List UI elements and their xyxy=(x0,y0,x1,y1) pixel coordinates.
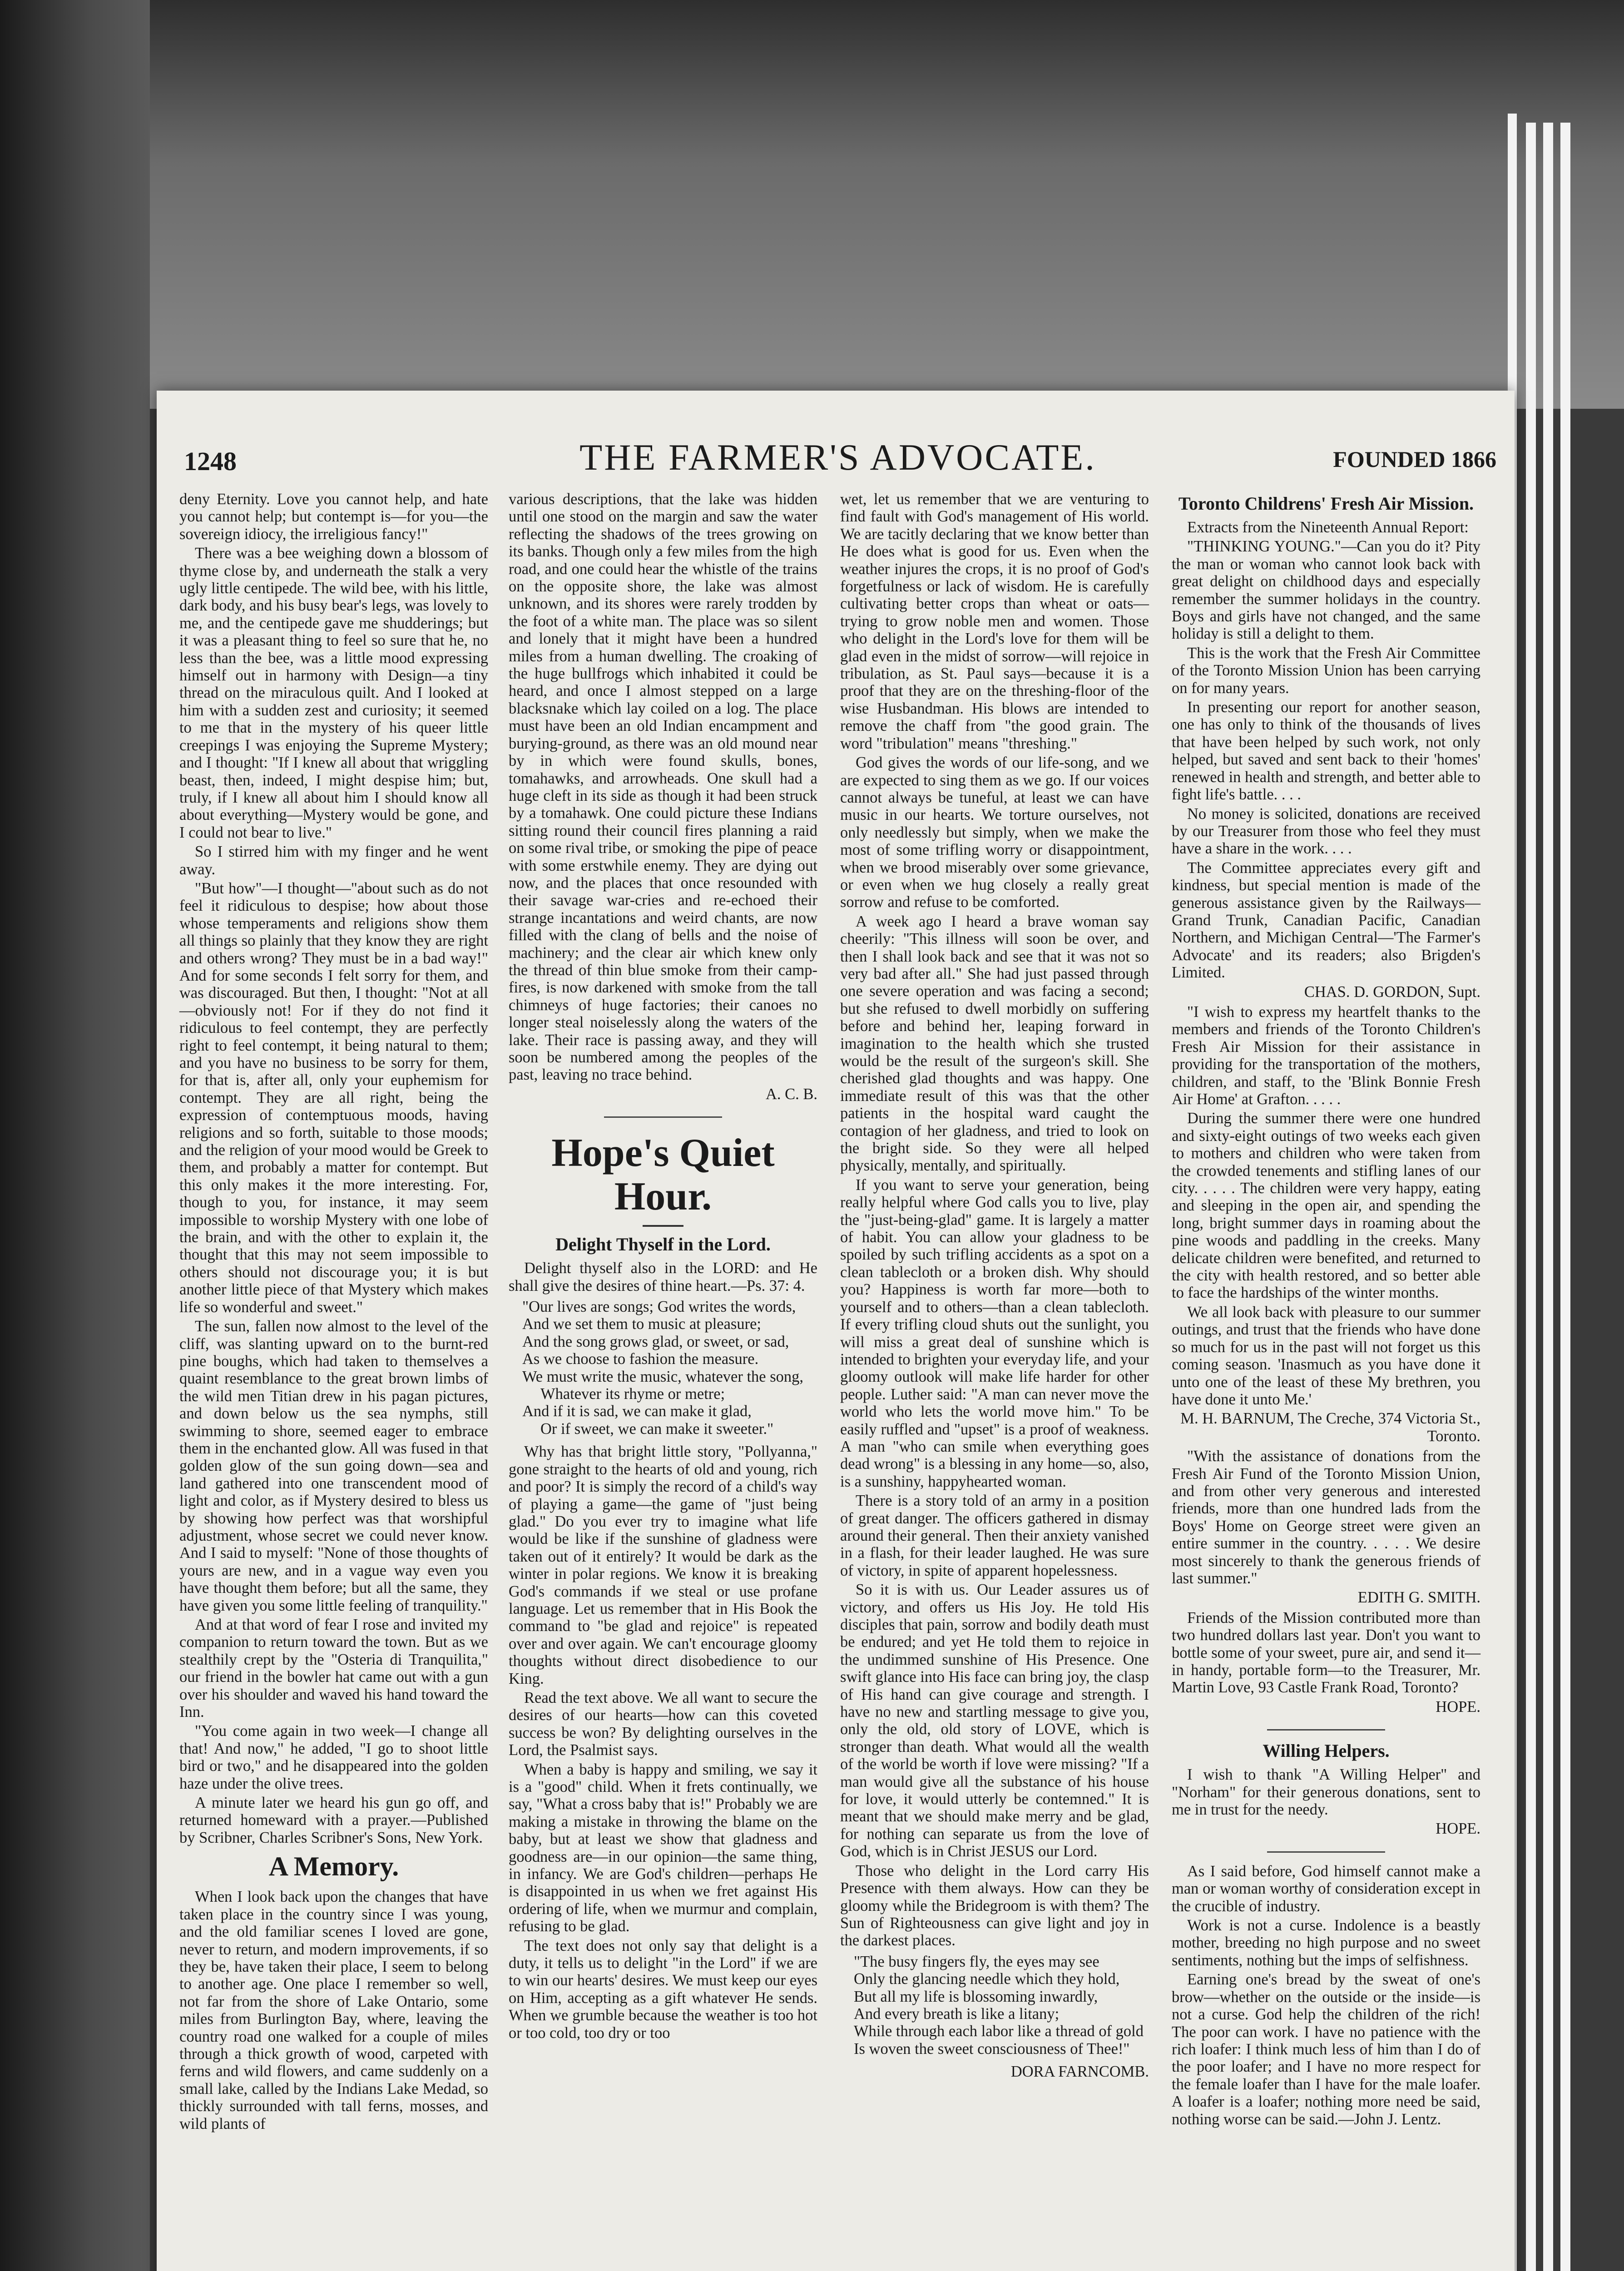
column-2 xyxy=(509,491,817,2043)
poem-line: Is woven the sweet consciousness of Thee!" xyxy=(854,2040,1130,2058)
signature-acb: A. C. B. xyxy=(765,1085,817,1103)
column-3 xyxy=(840,491,1149,2083)
poem-line: But all my life is blossoming inwardly, xyxy=(854,1988,1098,2005)
divider xyxy=(1267,1851,1385,1853)
paragraph: We all look back with pleasure to our summer outings, and trust that the friends who have done so much for us in the past will not forget us this coming season. 'Inasmuch as you have done it unto one of the least of these My brethren, you have done it unto Me.' xyxy=(1172,1303,1480,1408)
signature-smith: EDITH G. SMITH. xyxy=(1357,1589,1480,1607)
paragraph: The text does not only say that delight is a duty, it tells us to delight "in the Lord" if we are to win our hearts' desires. We must keep our eyes on Him, accepting as a gift whatever He sends. When we grumble because the weather is too hot or too cold, too dry or too xyxy=(509,1937,817,2042)
masthead-title: THE FARMER'S ADVOCATE. xyxy=(579,436,1096,478)
paragraph: If you want to serve your generation, being really helpful where God calls you to live, play the "just-being-glad" game. It is largely a matter of habit. You can allow your gladness to be spoiled by such trifling accidents as a spot on a clean tablecloth or a broken dish. Why should you? Happiness is worth far more—both to yourself and to others—than a clean tablecloth. If every trifling cloud shuts out the sunlight, you will miss a great deal of sunshine which is intended to brighten your everyday life, and your gloomy outlook will make life harder for other people. Luther said: "A man can never move the world who lets the world move him." To be easily ruffled and "upset" is a proof of weakness. A man "who can smile when everything goes dead wrong" is a blessing in any home—so, also, is a sunshiny, happyhearted woman. xyxy=(840,1176,1149,1490)
paragraph: And at that word of fear I rose and invited my companion to return toward the town. But as we stealthily crept by the "Osteria di Tranquilita," our friend in the bowler hat came out with a gun over his shoulder and waved his hand toward the Inn. xyxy=(179,1616,488,1721)
paragraph: When a baby is happy and smiling, we say it is a "good" child. When it frets continually, we say, "What a cross baby that is!" Probably we are making a mistake in throwing the blame on the baby, but at least we show that gladness and goodness are—in our opinion—the same thing, in infancy. We are God's children—perhaps He is disappointed in us when we fret against His ordering of life, when we murmur and complain, refusing to be glad. xyxy=(509,1760,817,1935)
column-1 xyxy=(179,491,488,2134)
poem-line: While through each labor like a thread of gold xyxy=(854,2023,1144,2040)
divider xyxy=(1267,1729,1385,1731)
paragraph: "THINKING YOUNG."—Can you do it? Pity the man or woman who cannot look back with great delight on childhood days and especially remember the summer holidays in the country. Boys and girls have not changed, and the same holiday is still a delight to them. xyxy=(1172,538,1480,643)
paragraph: Why has that bright little story, "Pollyanna," gone straight to the hearts of old and young, rich and poor? It is simply the record of a child's way of playing a game—the game of "just being glad." Do you ever try to imagine what life would be like if the sunshine of gladness were taken out of it entirely? It would be dark as the winter in polar regions. We know it is breaking God's commands if we steal or use profane language. Let us remember that in His Book the command to "be glad and rejoice" is repeated over and over again. We can't encourage gloomy thoughts without direct disobedience to our King. xyxy=(509,1443,817,1687)
poem-line: As we choose to fashion the measure. xyxy=(522,1350,759,1368)
article-title-toronto-fresh-air: Toronto Childrens' Fresh Air Mission. xyxy=(1178,493,1474,514)
scripture-text: Delight thyself also in the LORD: and He shall give the desires of thine heart.—Ps. 37: 4. xyxy=(509,1259,817,1294)
poem-line: And every breath is like a litany; xyxy=(854,2005,1060,2023)
scan-edge-bar xyxy=(1560,123,1570,2271)
section-title-hopes-quiet-hour: Hope's Quiet Hour. xyxy=(551,1131,775,1219)
paragraph: The sun, fallen now almost to the level of the cliff, was slanting upward on to the burnt-red pine boughs, which had taken to themselves a quaint resemblance to the great brown limbs of the wild men Titian drew in his pagan pictures, and down below us the sea nymphs, still swimming to shore, seemed eager to embrace them in the enchanted glow. All was fused in that golden glow of the sun going down—sea and land gathered into one transcendent mood of light and color, as if Mystery desired to bless us by showing how perfect was that worshipful adjustment, whose secret we could never know. And I said to myself: "None of those thoughts of yours are new, and in a vague way even you have thought them before; but all the same, they have given you some little feeling of tranquility." xyxy=(179,1318,488,1614)
scan-background-left xyxy=(0,0,150,2271)
scan-edge-bar xyxy=(1526,123,1536,2271)
signature-dora-farncomb: DORA FARNCOMB. xyxy=(1010,2063,1149,2081)
paragraph: Extracts from the Nineteenth Annual Report: xyxy=(1187,519,1469,536)
signature-barnum: M. H. BARNUM, The Creche, 374 Victoria St., Toronto. xyxy=(1180,1410,1480,1445)
paragraph: So I stirred him with my finger and he went away. xyxy=(179,843,488,878)
paragraph: "I wish to express my heartfelt thanks to the members and friends of the Toronto Children's Fresh Air Mission for their assistance in providing for the transportation of the mothers, children, and staff, to the 'Blink Bonnie Fresh Air Home' at Grafton. . . . . xyxy=(1172,1003,1480,1108)
scan-background-top xyxy=(0,0,1624,409)
paragraph: "You come again in two week—I change all that! And now," he added, "I go to shoot little bird or two," and he disappeared into the golden haze under the olive trees. xyxy=(179,1722,488,1792)
divider xyxy=(604,1116,722,1118)
paragraph: So it is with us. Our Leader assures us of victory, and offers us His Joy. He told His disciples that pain, sorrow and bodily death must be endured; and yet He told them to rejoice in the undimmed sunshine of His Presence. One swift glance into His face can bring joy, the clasp of His hand can give courage and strength. I have no new and startling message to give you, only the old, old story of LOVE, which is stronger than death. What would all the wealth of the world be worth if love were missing? "If a man would give all the substance of his house for love, it would utterly be contemned." It is meant that we should make merry and be glad, for nothing can separate us from the love of God, which is in Christ JESUS our Lord. xyxy=(840,1581,1149,1860)
paragraph: God gives the words of our life-song, and we are expected to sing them as we go. If our voices cannot always be tuneful, at least we can have music in our hearts. We torture ourselves, not only needlessly but simply, when we make the most of some trifling worry or disappointment, when we brood miserably over some grievance, or even when we hug closely a really great sorrow and refuse to be comforted. xyxy=(840,754,1149,911)
paragraph: deny Eternity. Love you cannot help, and hate you cannot help; but contempt is—for you—the sovereign idiocy, the irreligious fancy!" xyxy=(179,491,488,543)
paragraph: Earning one's bread by the sweat of one's brow—whether on the outside or the inside—is not a curse. God help the children of the rich! The poor can work. I have no patience with the rich loafer: I think much less of him than I do of the poor loafer; and I have no more respect for the female loafer than I have for the male loafer. A loafer is a loafer; nothing more need be said, nothing worse can be said.—John J. Lentz. xyxy=(1172,1971,1480,2128)
paragraph: various descriptions, that the lake was hidden until one stood on the margin and saw the water reflecting the shadows of the trees growing on its banks. Though only a few miles from the high road, and one could hear the whistle of the trains on the opposite shore, the lake was almost unknown, and its shores were rarely trodden by the foot of a white man. The place was so silent and lonely that it might have been a hundred miles from a human dwelling. The croaking of the huge bullfrogs which inhabited it could be heard, and once I almost stepped on a large blacksnake which lay coiled on a log. The place must have been an old Indian encampment and burying-ground, as there was an old mound near by in which were found skulls, bones, tomahawks, and arrowheads. One skull had a huge cleft in its side as though it had been struck by a tomahawk. One could picture these Indians sitting round their council fires planning a raid on some rival tribe, or smoking the pipe of peace with some erstwhile enemy. They are dying out now, and the places that once resounded with their savage war-cries and re-echoed their strange incantations and weird chants, are now filled with the clang of bells and the noise of machinery; and the clear air which knew only the thread of thin blue smoke from their camp-fires, is now darkened with smoke from the tall chimneys of huge factories; their canoes no longer steal noiselessly along the waters of the lake. Their race is passing away, and they will soon be numbered among the peoples of the past, leaving no trace behind. xyxy=(509,491,817,1084)
paragraph: No money is solicited, donations are received by our Treasurer from those who feel they must have a share in the work. . . . xyxy=(1172,805,1480,858)
paragraph: This is the work that the Fresh Air Committee of the Toronto Mission Union has been carrying on for many years. xyxy=(1172,644,1480,697)
newspaper-page xyxy=(157,391,1515,2271)
poem-line: And the song grows glad, or sweet, or sad, xyxy=(522,1333,789,1350)
paragraph: A minute later we heard his gun go off, and returned homeward with a prayer.—Published by Scribner, Charles Scribner's Sons, New York. xyxy=(179,1794,488,1846)
paragraph: wet, let us remember that we are venturing to find fault with God's management of His world. We are tacitly declaring that we know better than He does what is good for us. Even when the weather injures the crops, it is no proof of God's forgetfulness or lack of wisdom. He is carefully cultivating better crops than wheat or oats—trying to grow noble men and women. Those who delight in the Lord's love for them will be glad even in the midst of sorrow—will rejoice in tribulation, as St. Paul says—because it is a proof that they are on the threshing-floor of the wise Husbandman. His blows are intended to remove the chaff from "the good grain. The word "tribulation" means "threshing." xyxy=(840,491,1149,752)
paragraph: Read the text above. We all want to secure the desires of our hearts—how can this coveted success be won? By delighting ourselves in the Lord, the Psalmist says. xyxy=(509,1689,817,1759)
paragraph: "With the assistance of donations from the Fresh Air Fund of the Toronto Mission Union, and from other very generous and interested friends, more than one hundred lads from the Boys' Home on George street were given an entire summer in the country. . . . . We desire most sincerely to thank the generous friends of last summer." xyxy=(1172,1448,1480,1587)
article-title-delight-thyself: Delight Thyself in the Lord. xyxy=(555,1234,771,1255)
paragraph: In presenting our report for another season, one has only to think of the thousands of lives that have been helped by such work, not only helped, but saved and sent back to their 'homes' renewed in health and strength, and better able to fight life's battle. . . . xyxy=(1172,699,1480,803)
poem-line: "Our lives are songs; God writes the words, xyxy=(522,1298,796,1316)
scan-edge-bar xyxy=(1543,123,1553,2271)
founded-date: FOUNDED 1866 xyxy=(1333,446,1496,472)
poem-line: Or if sweet, we can make it sweeter." xyxy=(540,1420,774,1438)
page-number: 1248 xyxy=(184,446,237,476)
column-4 xyxy=(1172,491,1480,2130)
paragraph: There is a story told of an army in a position of great danger. The officers gathered in dismay around their general. Then their anxiety vanished in a flash, for their leader laughed. He was sure of victory, in spite of apparent hopelessness. xyxy=(840,1492,1149,1579)
paragraph: The Committee appreciates every gift and kindness, but special mention is made of the generous assistance given by the Railways—Grand Trunk, Canadian Pacific, Canadian Northern, and Michigan Central—'The Farmer's Advocate' and its readers; also Brigden's Limited. xyxy=(1172,859,1480,982)
poem xyxy=(854,1953,1149,2058)
paragraph: As I said before, God himself cannot make a man or woman worthy of consideration except in the crucible of industry. xyxy=(1172,1862,1480,1915)
poem-line: And if it is sad, we can make it glad, xyxy=(522,1403,752,1420)
poem-line: And we set them to music at pleasure; xyxy=(522,1315,761,1333)
poem-line: We must write the music, whatever the song, xyxy=(522,1368,804,1385)
poem-line: "The busy fingers fly, the eyes may see xyxy=(854,1953,1099,1970)
paragraph: During the summer there were one hundred and sixty-eight outings of two weeks each given to mothers and children who were taken from the crowded tenements and stifling lanes of our city. . . . . The children were very happy, eating and sleeping in the open air, and spending the long, bright summer days in roaming about the pine woods and paddling in the creeks. Many delicate children were benefited, and returned to the city with health restored, and so better able to face the hardships of the winter months. xyxy=(1172,1110,1480,1302)
signature-hope: HOPE. xyxy=(1436,1698,1480,1716)
divider xyxy=(643,1225,683,1227)
signature-gordon: CHAS. D. GORDON, Supt. xyxy=(1304,983,1480,1001)
paragraph: Those who delight in the Lord carry His Presence with them always. How can they be gloomy while the Bridegroom is with them? The Sun of Righteousness can give light and joy in the darkest places. xyxy=(840,1862,1149,1949)
poem xyxy=(522,1298,817,1438)
paragraph: When I look back upon the changes that have taken place in the country since I was young, and the old familiar scenes I loved are gone, never to return, and modern improvements, if so they be, have taken their place, I seem to belong to another age. One place I remember so well, not far from the shore of Lake Ontario, some miles from Burlington Bay, where, leaving the country road one walked for a couple of miles through a thick growth of wood, carpeted with ferns and wild flowers, and came suddenly on a small lake, called by the Indians Lake Medad, so thickly surrounded with tall ferns, mosses, and wild plants of xyxy=(179,1888,488,2132)
article-title-a-memory: A Memory. xyxy=(268,1851,399,1882)
paragraph: Work is not a curse. Indolence is a beastly mother, breeding no high purpose and no sweet sentiments, nothing but the imps of selfishness. xyxy=(1172,1917,1480,1969)
poem-line: Whatever its rhyme or metre; xyxy=(540,1385,725,1403)
paragraph: Friends of the Mission contributed more than two hundred dollars last year. Don't you want to bottle some of your sweet, pure air, and send it—in handy, portable form—to the Treasurer, Mr. Martin Love, 93 Castle Frank Road, Toronto? xyxy=(1172,1609,1480,1696)
paragraph: There was a bee weighing down a blossom of thyme close by, and underneath the stalk a very ugly little centipede. The wild bee, with his little, dark body, and his busy bear's legs, was lovely to me, and the centipede gave me shudderings; but it was a pleasant thing to feel so sure that he, no less than the bee, was a little mood expressing himself out in harmony with Design—a tiny thread on the miraculous quilt. And I looked at him with a sudden zest and curiosity; it seemed to me that in the mystery of his queer little creepings I was enjoying the Supreme Mystery; and I thought: "If I knew all about that wriggling beast, then, indeed, I might despise him; but, truly, if I knew all about him I should know all about everything—Mystery would be gone, and I could not bear to live." xyxy=(179,545,488,841)
paragraph: "But how"—I thought—"about such as do not feel it ridiculous to despise; how about those whose temperaments and religions show them all things so plainly that they know they are right and others wrong? They must be in a bad way!" And for some seconds I felt sorry for them, and was discouraged. But then, I thought: "Not at all—obviously not! For if they do not find it ridiculous to feel contempt, they are perfectly right to feel contempt, it being natural to them; and you have no business to be sorry for them, for that is, after all, only your euphemism for contempt. They are all right, being the expression of contemptuous moods, having religions and so forth, suitable to those moods; and the religion of your mood would be Greek to them, and probably a matter for contempt. But this only makes it the more interesting. For, though to you, for instance, it may seem impossible to worship Mystery with one lobe of the brain, and with the other to explain it, the thought that this may not seem impossible to others should not discourage you; it is but another little piece of that Mystery which makes life so wonderful and sweet." xyxy=(179,879,488,1316)
signature-hope: HOPE. xyxy=(1436,1820,1480,1838)
paragraph: I wish to thank "A Willing Helper" and "Norham" for their generous donations, sent to me in trust for the needy. xyxy=(1172,1766,1480,1819)
article-title-willing-helpers: Willing Helpers. xyxy=(1263,1740,1390,1761)
poem-line: Only the glancing needle which they hold, xyxy=(854,1970,1120,1988)
paragraph: A week ago I heard a brave woman say cheerily: "This illness will soon be over, and then I shall look back and see that it was not so very bad after all." She had just passed through one severe operation and was facing a second; but she refused to dwell morbidly on suffering before and behind her, leaping forward in imagination to the health which she trusted would be the result of the surgeon's skill. She cherished glad thoughts and was happy. One immediate result of this was that the other patients in the hospital ward caught the contagion of her gladness, and tried to look on the bright side. So they were all helped physically, mentally, and spiritually. xyxy=(840,912,1149,1175)
page-header xyxy=(175,436,1501,486)
